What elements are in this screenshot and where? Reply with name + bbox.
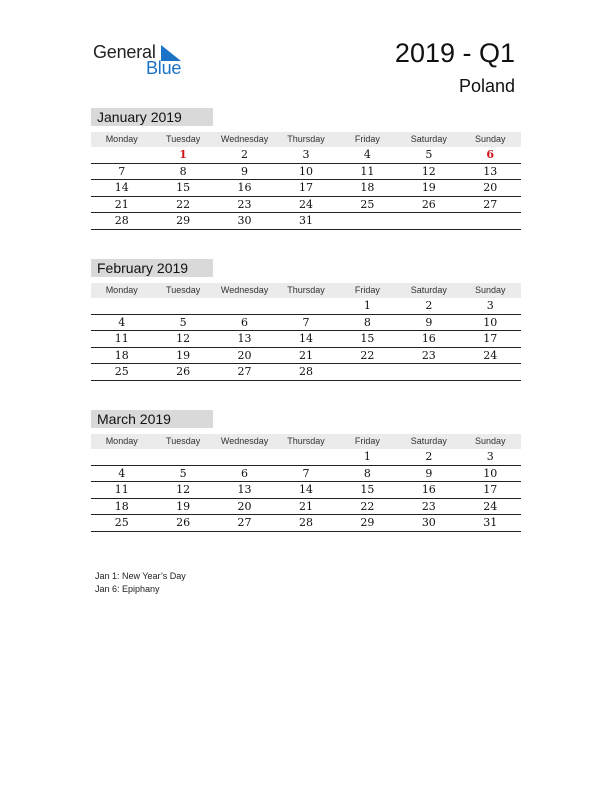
day-cell: 14 xyxy=(114,181,129,194)
weekday-header: Monday xyxy=(105,285,138,295)
day-cell: 13 xyxy=(237,483,252,496)
day-cell: 13 xyxy=(237,332,252,345)
weekday-header: Friday xyxy=(354,134,380,144)
weekday-header: Thursday xyxy=(287,285,325,295)
weekday-header: Wednesday xyxy=(220,134,269,144)
week-row xyxy=(91,164,521,181)
day-cell: 31 xyxy=(298,214,313,227)
country-label: Poland xyxy=(458,76,515,96)
day-cell xyxy=(460,213,521,229)
week-row xyxy=(91,499,521,516)
day-cell: 26 xyxy=(176,365,191,378)
day-cell: 9 xyxy=(425,315,433,329)
week-row xyxy=(91,364,521,381)
day-cell: 27 xyxy=(237,365,252,378)
day-cell: 23 xyxy=(421,348,436,362)
day-cell xyxy=(337,213,398,229)
week-row xyxy=(91,298,521,315)
day-cell: 9 xyxy=(425,466,433,480)
day-cell: 8 xyxy=(363,466,371,480)
calendar-grid xyxy=(91,434,521,532)
weekday-header: Saturday xyxy=(410,285,447,295)
day-cell: 7 xyxy=(118,164,126,178)
day-cell: 23 xyxy=(237,197,252,211)
day-cell xyxy=(91,147,152,163)
day-cell: 4 xyxy=(363,148,371,161)
day-cell xyxy=(275,449,336,465)
day-cell: 22 xyxy=(360,348,375,362)
weekday-header: Tuesday xyxy=(166,285,201,295)
page-title: 2019 - Q1 xyxy=(394,38,515,68)
day-cell: 9 xyxy=(241,164,249,178)
month-january xyxy=(91,108,521,230)
day-cell xyxy=(398,213,459,229)
week-row xyxy=(91,466,521,483)
logo-blue-text: Blue xyxy=(146,58,182,78)
week-row xyxy=(91,197,521,214)
week-row xyxy=(91,449,521,466)
weekday-header: Sunday xyxy=(474,285,506,295)
day-cell: 1 xyxy=(179,148,187,161)
weekday-header: Thursday xyxy=(287,436,325,446)
day-cell: 28 xyxy=(298,516,313,529)
day-cell: 11 xyxy=(114,483,129,496)
day-cell: 16 xyxy=(421,483,436,496)
day-cell xyxy=(337,364,398,380)
day-cell: 10 xyxy=(483,466,498,480)
week-row xyxy=(91,482,521,499)
weekday-header-row xyxy=(91,132,521,147)
day-cell xyxy=(275,298,336,314)
week-row xyxy=(91,331,521,348)
day-cell: 31 xyxy=(483,516,498,529)
week-row xyxy=(91,315,521,332)
day-cell: 12 xyxy=(176,332,191,345)
day-cell xyxy=(214,449,275,465)
day-cell: 5 xyxy=(179,466,187,480)
day-cell: 16 xyxy=(237,181,252,194)
month-label: March 2019 xyxy=(91,410,213,428)
day-cell: 26 xyxy=(421,197,436,211)
day-cell: 11 xyxy=(360,164,375,178)
weekday-header: Wednesday xyxy=(220,436,269,446)
day-cell: 20 xyxy=(237,499,252,513)
holiday-note: Jan 6: Epiphany xyxy=(95,584,160,594)
day-cell: 19 xyxy=(421,181,436,194)
week-row xyxy=(91,213,521,230)
day-cell: 6 xyxy=(486,148,495,161)
day-cell: 21 xyxy=(114,197,129,211)
day-cell: 11 xyxy=(114,332,129,345)
week-row xyxy=(91,515,521,532)
weekday-header-row xyxy=(91,434,521,449)
day-cell: 14 xyxy=(298,483,313,496)
day-cell: 2 xyxy=(241,148,249,161)
day-cell: 19 xyxy=(176,348,191,362)
day-cell: 20 xyxy=(237,348,252,362)
day-cell: 7 xyxy=(302,315,310,329)
day-cell: 15 xyxy=(360,332,375,345)
day-cell: 10 xyxy=(483,315,498,329)
day-cell: 4 xyxy=(118,466,126,480)
day-cell: 24 xyxy=(483,499,498,513)
weekday-header: Friday xyxy=(354,436,380,446)
day-cell: 21 xyxy=(298,348,313,362)
day-cell: 24 xyxy=(483,348,498,362)
weekday-header: Sunday xyxy=(474,134,506,144)
day-cell: 25 xyxy=(114,365,129,378)
weekday-header: Thursday xyxy=(287,134,325,144)
day-cell: 1 xyxy=(363,299,371,312)
weekday-header: Tuesday xyxy=(166,134,201,144)
weekday-header: Monday xyxy=(105,134,138,144)
day-cell: 17 xyxy=(483,332,498,345)
day-cell: 14 xyxy=(298,332,313,345)
day-cell: 15 xyxy=(360,483,375,496)
logo-general-text: General xyxy=(93,42,156,62)
weekday-header: Sunday xyxy=(474,436,506,446)
day-cell: 29 xyxy=(176,214,191,227)
day-cell: 30 xyxy=(421,516,436,529)
day-cell: 3 xyxy=(486,450,494,463)
weekday-header: Saturday xyxy=(410,436,447,446)
day-cell: 5 xyxy=(425,148,433,161)
day-cell: 20 xyxy=(483,181,498,194)
day-cell: 28 xyxy=(114,214,129,227)
weekday-header: Monday xyxy=(105,436,138,446)
calendar-grid xyxy=(91,283,521,381)
day-cell: 27 xyxy=(483,197,498,211)
day-cell: 28 xyxy=(298,365,313,378)
month-march xyxy=(91,410,521,532)
day-cell: 30 xyxy=(237,214,252,227)
day-cell: 1 xyxy=(363,450,371,463)
day-cell: 16 xyxy=(421,332,436,345)
day-cell xyxy=(214,298,275,314)
day-cell: 25 xyxy=(114,516,129,529)
day-cell: 19 xyxy=(176,499,191,513)
logo xyxy=(93,42,193,78)
day-cell: 8 xyxy=(363,315,371,329)
day-cell: 7 xyxy=(302,466,310,480)
day-cell: 5 xyxy=(179,315,187,329)
day-cell: 29 xyxy=(360,516,375,529)
day-cell: 18 xyxy=(360,181,375,194)
day-cell: 18 xyxy=(114,499,129,513)
calendar-grid xyxy=(91,132,521,230)
month-label: February 2019 xyxy=(91,259,213,277)
week-row xyxy=(91,147,521,164)
day-cell xyxy=(91,449,152,465)
day-cell: 17 xyxy=(483,483,498,496)
weekday-header: Tuesday xyxy=(166,436,201,446)
holiday-notes xyxy=(95,570,186,596)
day-cell: 10 xyxy=(298,164,313,178)
day-cell: 2 xyxy=(425,299,433,312)
month-february xyxy=(91,259,521,381)
day-cell: 26 xyxy=(176,516,191,529)
holiday-note: Jan 1: New Year’s Day xyxy=(95,571,186,581)
day-cell xyxy=(91,298,152,314)
day-cell: 22 xyxy=(360,499,375,513)
day-cell: 12 xyxy=(176,483,191,496)
day-cell: 12 xyxy=(421,164,436,178)
day-cell: 17 xyxy=(298,181,313,194)
day-cell: 3 xyxy=(486,299,494,312)
weekday-header: Friday xyxy=(354,285,380,295)
day-cell xyxy=(398,364,459,380)
day-cell: 15 xyxy=(176,181,191,194)
day-cell: 2 xyxy=(425,450,433,463)
month-label: January 2019 xyxy=(91,108,213,126)
day-cell: 6 xyxy=(241,315,249,329)
week-row xyxy=(91,180,521,197)
week-row xyxy=(91,348,521,365)
day-cell: 18 xyxy=(114,348,129,362)
day-cell: 6 xyxy=(241,466,249,480)
day-cell xyxy=(460,364,521,380)
day-cell: 8 xyxy=(179,164,187,178)
day-cell: 4 xyxy=(118,315,126,329)
day-cell: 27 xyxy=(237,516,252,529)
day-cell xyxy=(152,449,213,465)
weekday-header: Wednesday xyxy=(220,285,269,295)
day-cell: 22 xyxy=(176,197,191,211)
day-cell: 13 xyxy=(483,164,498,178)
day-cell: 21 xyxy=(298,499,313,513)
day-cell: 3 xyxy=(302,148,310,161)
day-cell: 25 xyxy=(360,197,375,211)
weekday-header-row xyxy=(91,283,521,298)
day-cell: 24 xyxy=(298,197,313,211)
day-cell xyxy=(152,298,213,314)
day-cell: 23 xyxy=(421,499,436,513)
weekday-header: Saturday xyxy=(410,134,447,144)
